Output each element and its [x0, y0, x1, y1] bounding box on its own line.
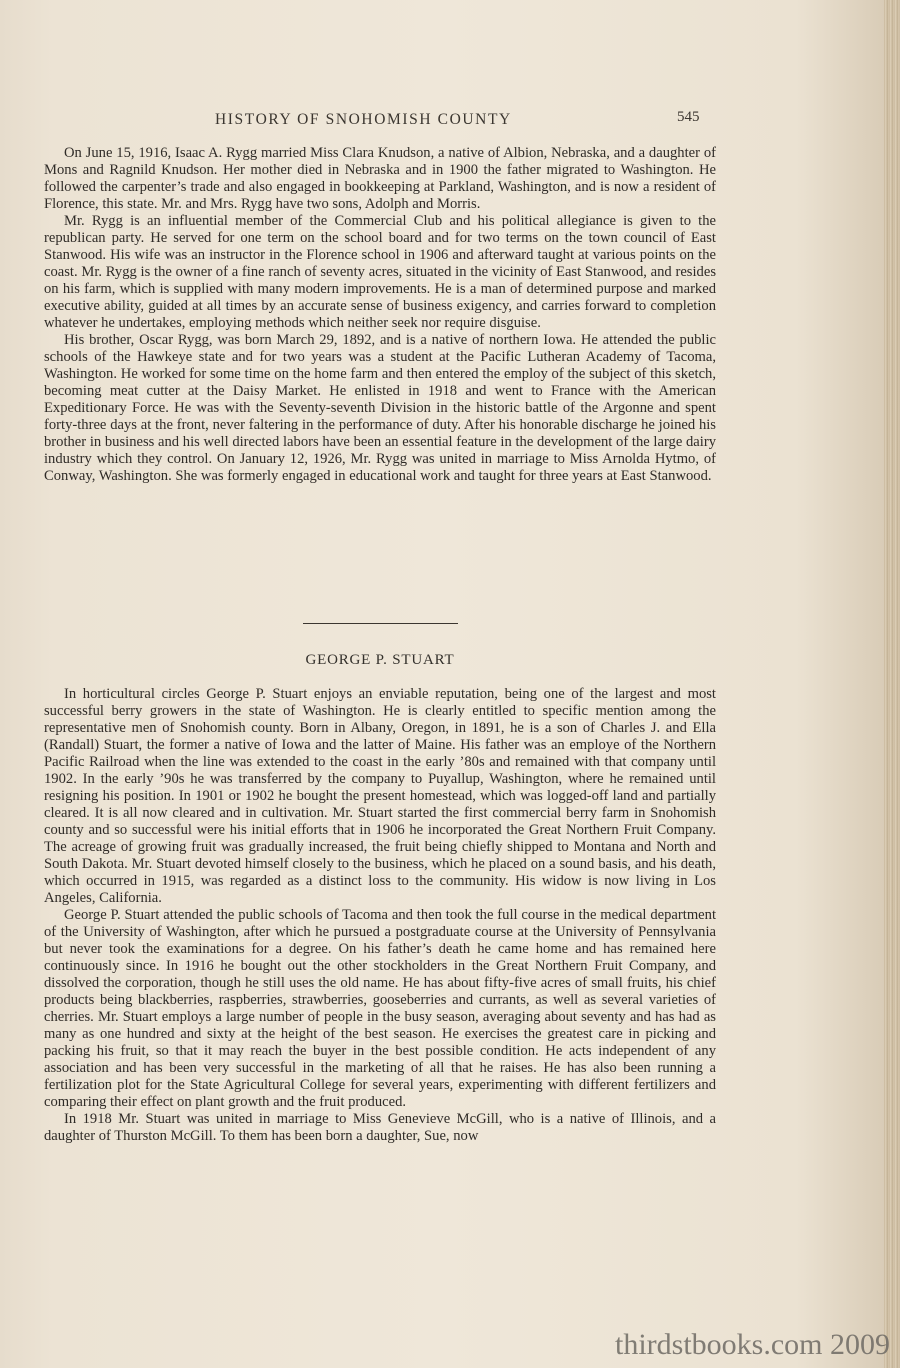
- running-head: HISTORY OF SNOHOMISH COUNTY: [215, 111, 512, 128]
- stuart-biography: [44, 686, 716, 1145]
- section-divider: [303, 623, 458, 624]
- page-edge: [884, 0, 900, 1368]
- paragraph-rygg-career: Mr. Rygg is an influential member of the Commercial Club and his political allegiance is given to the republican party. He served for one term on the school board and for two terms on the town council of East Stanwood. His wife was an instructor in the Florence school in 1906 and afterward taught at various points on the coast. Mr. Rygg is the owner of a fine ranch of seventy acres, situated in the vicinity of East Stanwood, and resides on his farm, which is supplied with many modern improvements. He is a man of determined purpose and marked executive ability, guided at all times by an accurate sense of business exigency, and carries forward to completion whatever he undertakes, employing methods which neither seek nor require disguise.: [44, 213, 716, 331]
- paragraph-stuart-career: George P. Stuart attended the public schools of Tacoma and then took the full course in the medical department of the University of Washington, after which he pursued a postgraduate course at the University of Pennsylvania but never took the examinations for a degree. On his father’s death he came home and has remained here continuously since. In 1916 he bought out the other stockholders in the Great Northern Fruit Company, and dissolved the corporation, though he still uses the old name. He has about fifty-five acres of small fruits, his chief products being blackberries, raspberries, strawberries, gooseberries and currants, as well as several varieties of cherries. Mr. Stuart employs a large number of people in the busy season, averaging about seventy and has had as many as one hundred and sixty at the height of the best season. He exercises the greatest care in picking and packing his fruit, so that it may reach the buyer in the best possible condition. He acts independent of any association and has been very successful in the marketing of all that he raises. He has also been running a fertilization plot for the State Agricultural College for several years, experimenting with different fertilizers and comparing their effect on plant growth and the fruit produced.: [44, 907, 716, 1110]
- rygg-biography: [44, 145, 716, 485]
- paragraph-rygg-marriage: On June 15, 1916, Isaac A. Rygg married Miss Clara Knudson, a native of Albion, Nebraska, and a daughter of Mons and Ragnild Knudson. Her mother died in Nebraska and in 1900 the father migrated to Washington. He followed the carpenter’s trade and also engaged in bookkeeping at Parkland, Washington, and is now a resident of Florence, this state. Mr. and Mrs. Rygg have two sons, Adolph and Morris.: [44, 145, 716, 212]
- section-title: GEORGE P. STUART: [305, 652, 455, 668]
- paragraph-oscar-rygg: His brother, Oscar Rygg, was born March 29, 1892, and is a native of northern Iowa. He attended the public schools of the Hawkeye state and for two years was a student at the Pacific Lutheran Academy of Tacoma, Washington. He worked for some time on the home farm and then entered the employ of the subject of this sketch, becoming meat cutter at the Daisy Market. He enlisted in 1918 and went to France with the American Expeditionary Force. He was with the Seventy-seventh Division in the historic battle of the Argonne and spent forty-three days at the front, never faltering in the performance of duty. After his honorable discharge he joined his brother in business and his well directed labors have been an essential feature in the development of the large dairy industry which they control. On January 12, 1926, Mr. Rygg was united in marriage to Miss Arnolda Hytmo, of Conway, Washington. She was formerly engaged in educational work and taught for three years at East Stanwood.: [44, 332, 716, 484]
- page-number: 545: [677, 109, 700, 125]
- paragraph-stuart-marriage: In 1918 Mr. Stuart was united in marriage to Miss Genevieve McGill, who is a native of Illinois, and a daughter of Thurston McGill. To them has been born a daughter, Sue, now: [44, 1111, 716, 1144]
- paragraph-stuart-intro: In horticultural circles George P. Stuart enjoys an enviable reputation, being one of the largest and most successful berry growers in the state of Washington. He is clearly entitled to specific mention among the representative men of Snohomish county. Born in Albany, Oregon, in 1891, he is a son of Charles J. and Ella (Randall) Stuart, the former a native of Iowa and the latter of Maine. His father was an employe of the Northern Pacific Railroad when the line was extended to the coast in the early ’80s and remained with that company until 1902. In the early ’90s he was transferred by the company to Puyallup, Washington, where he remained until resigning his position. In 1901 or 1902 he bought the present homestead, which was logged-off land and partially cleared. It is all now cleared and in cultivation. Mr. Stuart started the first commercial berry farm in Snohomish county and so successful were his initial efforts that in 1906 he incorporated the Great Northern Fruit Company. The acreage of growing fruit was gradually increased, the fruit being chiefly shipped to Montana and North and South Dakota. Mr. Stuart devoted himself closely to the business, which he placed on a sound basis, and his death, which occurred in 1915, was regarded as a distinct loss to the community. His widow is now living in Los Angeles, California.: [44, 686, 716, 906]
- watermark: thirdstbooks.com 2009: [615, 1328, 890, 1361]
